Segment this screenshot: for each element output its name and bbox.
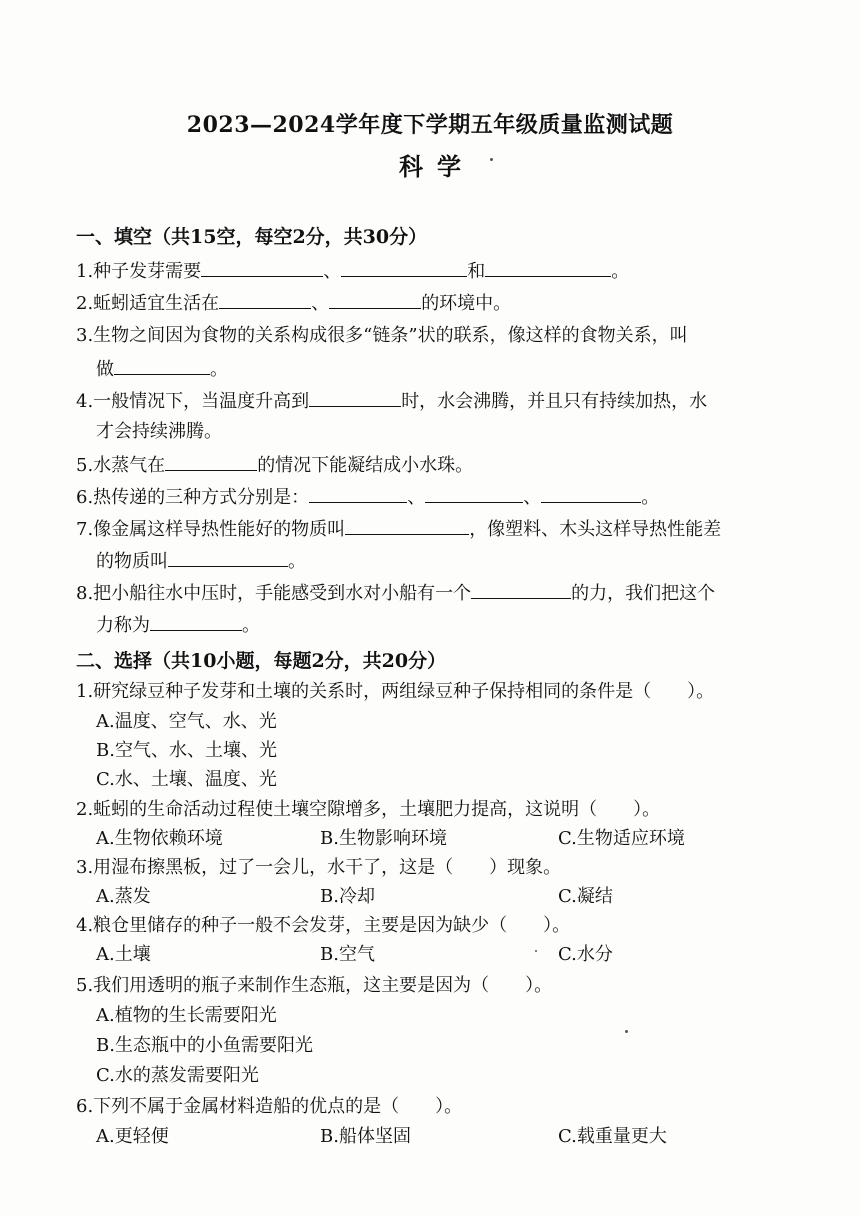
choice-question-6: 6.下列不属于金属材料造船的优点的是（ ）。 (76, 1096, 463, 1117)
choice-option-b[interactable]: B.船体坚固 (320, 1126, 411, 1147)
answer-blank[interactable] (341, 258, 467, 277)
separator: 和 (467, 261, 486, 282)
fill-question-8 (76, 580, 715, 606)
fill-question-5 (76, 452, 473, 478)
choice-question-3: 3.用湿布擦黑板，过了一会儿，水干了，这是（ ）现象。 (76, 857, 562, 878)
question-text: 做 (96, 359, 114, 380)
choice-option-a[interactable]: A.更轻便 (96, 1126, 169, 1147)
choice-option-b[interactable]: B.空气、水、土壤、光 (96, 740, 277, 761)
question-text: ，像塑料、木头这样导热性能差 (469, 519, 722, 540)
question-text: 力称为 (96, 615, 150, 636)
section-fill-in-heading: 一、填空（共15空，每空2分，共30分） (76, 226, 428, 248)
question-text: 7.像金属这样导热性能好的物质叫 (76, 519, 346, 540)
answer-blank[interactable] (485, 258, 611, 277)
answer-blank[interactable] (150, 612, 242, 631)
section-choice-heading: 二、选择（共10小题，每题2分，共20分） (76, 650, 447, 672)
fill-question-6 (76, 484, 659, 510)
choice-option-c[interactable]: C.凝结 (558, 886, 613, 907)
choice-option-a[interactable]: A.植物的生长需要阳光 (96, 1005, 277, 1026)
answer-blank[interactable] (309, 388, 401, 407)
answer-blank[interactable] (165, 452, 257, 471)
choice-option-b[interactable]: B.空气 (320, 944, 375, 965)
punctuation: 。 (242, 615, 260, 636)
question-text: 时，水会沸腾，并且只有持续加热，水 (401, 391, 708, 412)
question-text: 的物质叫 (96, 551, 168, 572)
question-text: 的力，我们把这个 (571, 583, 716, 604)
separator: 、 (311, 293, 330, 314)
speck-mark (625, 1030, 628, 1033)
answer-blank[interactable] (219, 290, 311, 309)
speck-mark (490, 158, 493, 161)
answer-blank[interactable] (114, 356, 210, 375)
answer-blank[interactable] (345, 516, 469, 535)
choice-question-2: 2.蚯蚓的生命活动过程使土壤空隙增多，土壤肥力提高，这说明（ ）。 (76, 799, 661, 820)
choice-option-c[interactable]: C.水分 (558, 944, 613, 965)
punctuation: 。 (611, 261, 630, 282)
choice-option-c[interactable]: C.水的蒸发需要阳光 (96, 1065, 259, 1086)
question-text: 的情况下能凝结成小水珠。 (257, 455, 474, 476)
question-text: 2.蚯蚓适宜生活在 (76, 293, 220, 314)
question-text: 8.把小船往水中压时，手能感受到水对小船有一个 (76, 583, 472, 604)
subject-title: 科学 (399, 152, 475, 181)
choice-option-c[interactable]: C.生物适应环境 (558, 828, 685, 849)
choice-option-b[interactable]: B.生物影响环境 (320, 828, 447, 849)
fill-question-1 (76, 258, 629, 284)
speck-mark (535, 950, 537, 952)
choice-option-a[interactable]: A.生物依赖环境 (96, 828, 223, 849)
punctuation: 。 (210, 359, 228, 380)
separator: 、 (323, 261, 342, 282)
answer-blank[interactable] (201, 258, 323, 277)
question-text: 5.水蒸气在 (76, 455, 166, 476)
fill-question-4 (76, 388, 707, 414)
punctuation: 。 (641, 487, 660, 508)
question-text: 6.热传递的三种方式分别是： (76, 487, 310, 508)
question-text: 1.种子发芽需要 (76, 261, 202, 282)
punctuation: 。 (288, 551, 306, 572)
answer-blank[interactable] (471, 580, 571, 599)
separator: 、 (407, 487, 426, 508)
fill-question-8-cont (96, 612, 260, 638)
question-text: 4.一般情况下，当温度升高到 (76, 391, 310, 412)
fill-question-7-cont (96, 548, 306, 574)
choice-question-5: 5.我们用透明的瓶子来制作生态瓶，这主要是因为（ ）。 (76, 975, 553, 996)
answer-blank[interactable] (541, 484, 641, 503)
choice-option-a[interactable]: A.温度、空气、水、光 (96, 711, 277, 732)
answer-blank[interactable] (425, 484, 523, 503)
choice-option-b[interactable]: B.生态瓶中的小鱼需要阳光 (96, 1035, 313, 1056)
fill-question-7 (76, 516, 721, 542)
choice-option-b[interactable]: B.冷却 (320, 886, 375, 907)
answer-blank[interactable] (309, 484, 407, 503)
fill-question-3: 3.生物之间因为食物的关系构成很多“链条”状的联系，像这样的食物关系，叫 (76, 325, 688, 346)
choice-question-4: 4.粮仓里储存的种子一般不会发芽，主要是因为缺少（ ）。 (76, 915, 571, 936)
separator: 、 (523, 487, 542, 508)
choice-question-1: 1.研究绿豆种子发芽和土壤的关系时，两组绿豆种子保持相同的条件是（ ）。 (76, 681, 715, 702)
answer-blank[interactable] (168, 548, 288, 567)
choice-option-a[interactable]: A.土壤 (96, 944, 151, 965)
choice-option-c[interactable]: C.水、土壤、温度、光 (96, 769, 277, 790)
answer-blank[interactable] (329, 290, 421, 309)
fill-question-3-cont (96, 356, 228, 382)
choice-option-c[interactable]: C.载重量更大 (558, 1126, 667, 1147)
choice-option-a[interactable]: A.蒸发 (96, 886, 151, 907)
fill-question-4-cont: 才会持续沸腾。 (96, 421, 222, 442)
question-text: 的环境中。 (421, 293, 512, 314)
fill-question-2 (76, 290, 511, 316)
exam-title: 2023—2024学年度下学期五年级质量监测试题 (186, 112, 674, 138)
